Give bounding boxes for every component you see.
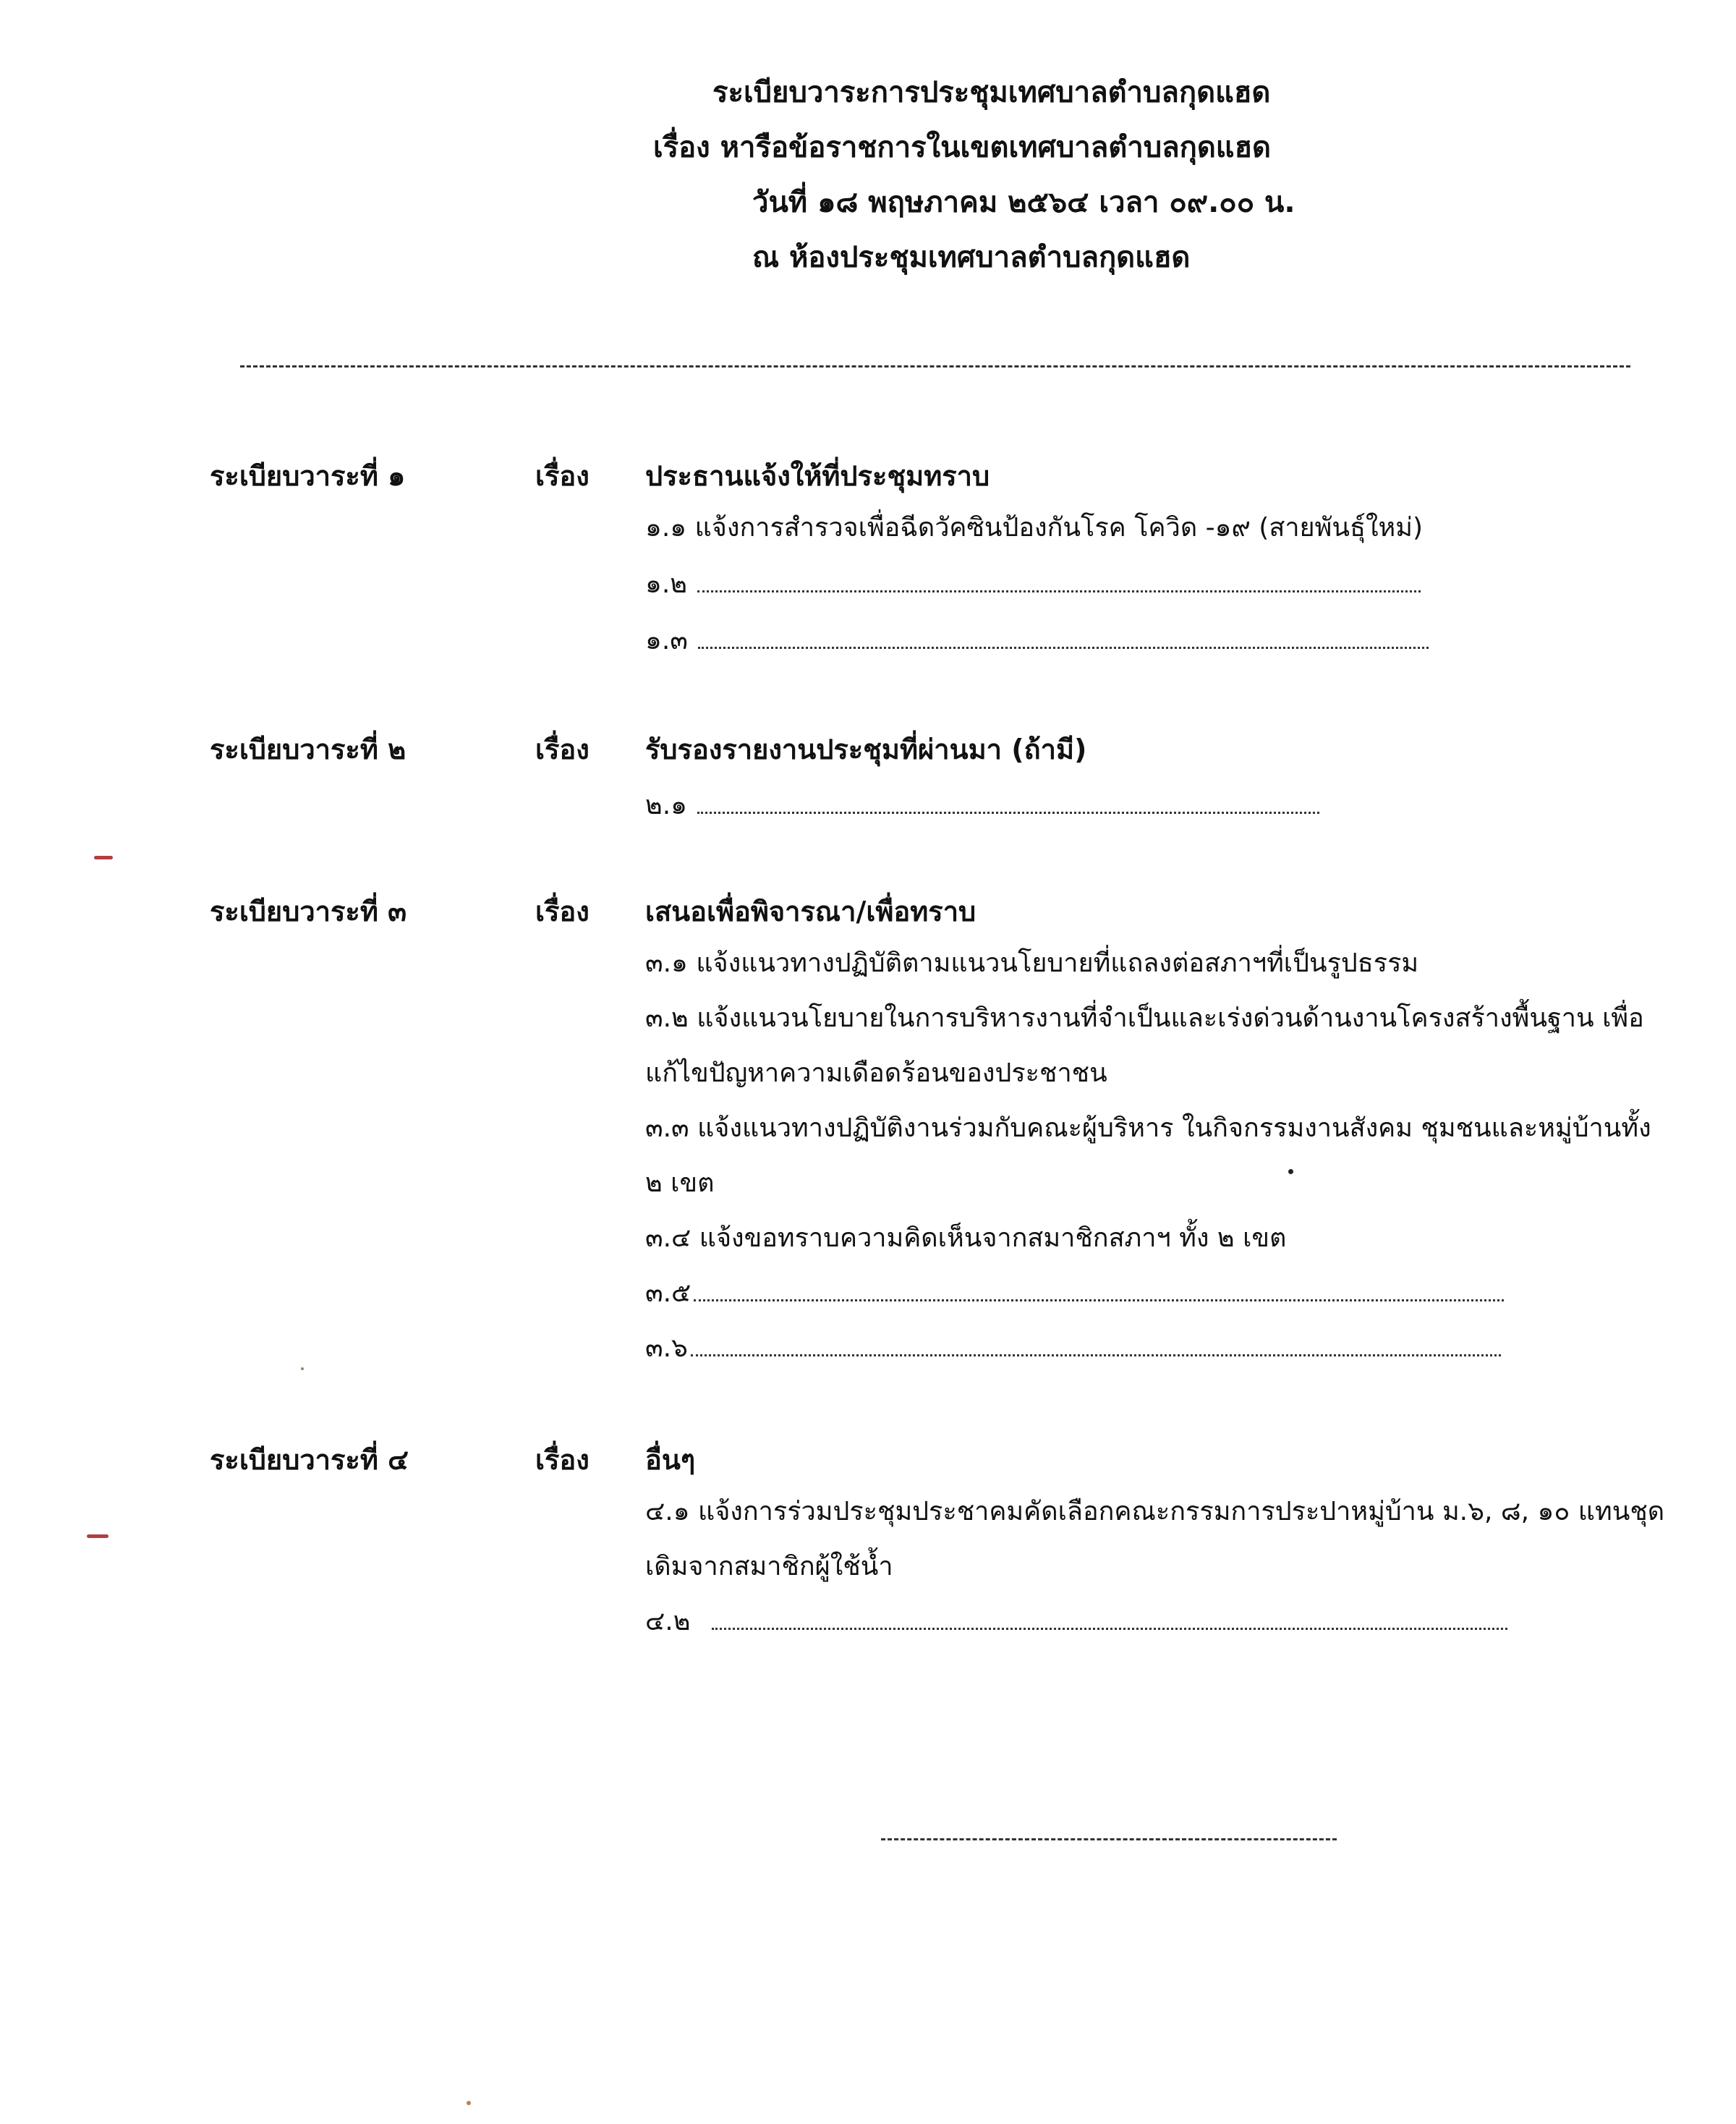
agenda-topic-word: เรื่อง xyxy=(535,1444,590,1476)
agenda-item: ๓.๒ แจ้งแนวนโยบายในการบริหารงานที่จำเป็นและเร่งด่วนด้านงานโครงสร้างพื้นฐาน เพื่อแก้ไขปัญหาความเดือดร้อนของประชาชน xyxy=(645,1003,1644,1088)
signature-line xyxy=(881,1838,1337,1840)
agenda-item: ๓.๓ แจ้งแนวทางปฏิบัติงานร่วมกับคณะผู้บริหาร ในกิจกรรมงานสังคม ชุมชนและหมู่บ้านทั้ง ๒ เขต xyxy=(645,1113,1651,1198)
agenda-topic-word: เรื่อง xyxy=(535,896,590,927)
blank-item xyxy=(645,557,1421,612)
dotted-fill xyxy=(694,1299,1504,1301)
agenda-topic-word: เรื่อง xyxy=(535,460,590,492)
blank-item-number: ๑.๒ xyxy=(645,569,688,599)
agenda-label: ระเบียบวาระที่ ๔ xyxy=(210,1444,409,1476)
blank-item-number: ๓.๖ xyxy=(645,1333,688,1363)
blank-item-number: ๑.๓ xyxy=(645,626,688,655)
agenda-title: อื่นๆ xyxy=(645,1444,696,1476)
agenda-title: ประธานแจ้งให้ที่ประชุมทราบ xyxy=(645,460,990,492)
agenda-topic-word: เรื่อง xyxy=(535,734,590,765)
blank-item xyxy=(645,1594,1507,1649)
scan-dot xyxy=(467,2101,471,2105)
agenda-label: ระเบียบวาระที่ ๒ xyxy=(210,734,407,765)
scan-mark xyxy=(87,1534,109,1538)
agenda-title: เสนอเพื่อพิจารณา/เพื่อทราบ xyxy=(645,896,977,927)
header-divider xyxy=(240,365,1630,368)
blank-item xyxy=(645,1266,1504,1321)
dotted-fill xyxy=(691,1354,1501,1356)
dotted-fill xyxy=(712,1628,1507,1630)
dotted-fill xyxy=(697,590,1421,592)
blank-item-number: ๔.๒ xyxy=(645,1607,691,1636)
agenda-item: ๔.๑ แจ้งการร่วมประชุมประชาคมคัดเลือกคณะกรรมการประปาหมู่บ้าน ม.๖, ๘, ๑๐ แทนชุดเดิมจากสมาชิกผู้ใช้น้ำ xyxy=(645,1497,1665,1581)
header-title: ระเบียบวาระการประชุมเทศบาลตำบลกุดแฮด xyxy=(712,76,1271,109)
scan-dot xyxy=(1288,1169,1293,1174)
dotted-fill xyxy=(698,647,1429,649)
dotted-fill xyxy=(697,812,1319,814)
scan-mark xyxy=(94,856,113,859)
agenda-item: ๑.๑ แจ้งการสำรวจเพื่อฉีดวัคซินป้องกันโรค โควิด -๑๙ (สายพันธุ์ใหม่) xyxy=(645,513,1424,543)
blank-item-number: ๓.๕ xyxy=(645,1278,692,1308)
scan-dot xyxy=(301,1367,304,1370)
agenda-item: ๓.๑ แจ้งแนวทางปฏิบัติตามแนวนโยบายที่แถลงต่อสภาฯที่เป็นรูปธรรม xyxy=(645,948,1419,978)
agenda-label: ระเบียบวาระที่ ๑ xyxy=(210,460,406,492)
blank-item xyxy=(645,778,1319,833)
header-venue: ณ ห้องประชุมเทศบาลตำบลกุดแฮด xyxy=(752,241,1191,274)
agenda-label: ระเบียบวาระที่ ๓ xyxy=(210,896,407,927)
blank-item xyxy=(645,613,1429,668)
header-date-time: วันที่ ๑๘ พฤษภาคม ๒๕๖๔ เวลา ๐๙.๐๐ น. xyxy=(752,186,1295,219)
agenda-title: รับรองรายงานประชุมที่ผ่านมา (ถ้ามี) xyxy=(645,734,1087,765)
agenda-item: ๓.๔ แจ้งขอทราบความคิดเห็นจากสมาชิกสภาฯ ทั้ง ๒ เขต xyxy=(645,1223,1287,1253)
blank-item-number: ๒.๑ xyxy=(645,791,688,820)
blank-item xyxy=(645,1321,1501,1376)
header-subject: เรื่อง หารือข้อราชการในเขตเทศบาลตำบลกุดแฮด xyxy=(653,131,1271,164)
